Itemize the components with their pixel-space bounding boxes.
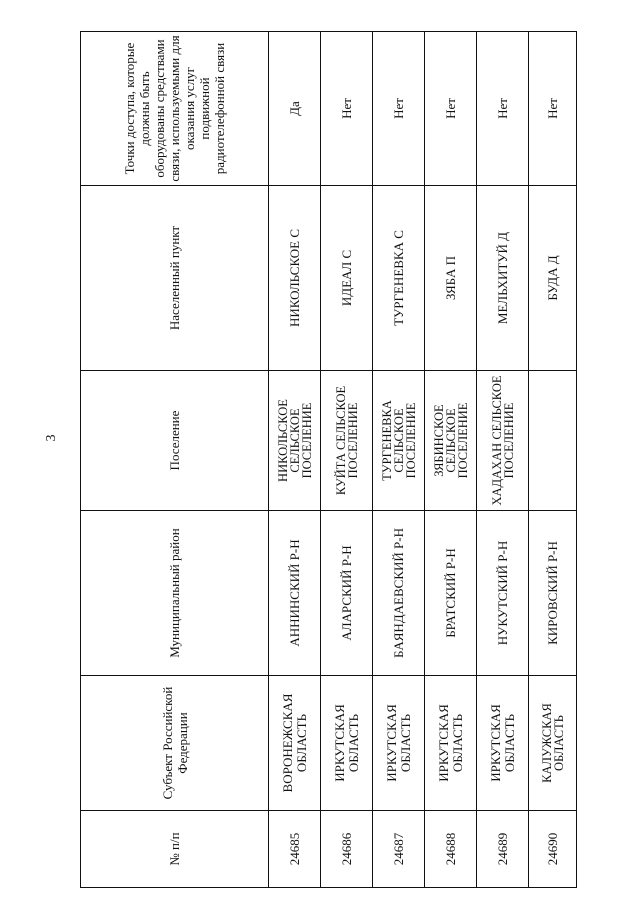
table-row [477,32,529,888]
cell-subject: КАЛУЖСКАЯ ОБЛАСТЬ [529,676,577,811]
header-locality: Населенный пункт [81,186,269,371]
cell-settlement [529,371,577,511]
cell-access-point: Да [269,32,321,186]
cell-subject: ИРКУТСКАЯ ОБЛАСТЬ [321,676,373,811]
table-row [425,32,477,888]
cell-subject: ИРКУТСКАЯ ОБЛАСТЬ [373,676,425,811]
header-num: № п/п [81,811,269,888]
cell-num: 24690 [529,811,577,888]
cell-locality: БУДА Д [529,186,577,371]
settlements-table [80,31,577,888]
cell-access-point: Нет [373,32,425,186]
table-row [529,32,577,888]
cell-municipality: КИРОВСКИЙ Р-Н [529,511,577,676]
cell-num: 24687 [373,811,425,888]
cell-subject: ВОРОНЕЖСКАЯ ОБЛАСТЬ [269,676,321,811]
cell-municipality: БРАТСКИЙ Р-Н [425,511,477,676]
cell-settlement: ТУРГЕНЕВКА СЕЛЬСКОЕ ПОСЕЛЕНИЕ [373,371,425,511]
header-subject: Субъект Российской Федерации [81,676,269,811]
cell-locality: НИКОЛЬСКОЕ С [269,186,321,371]
table-row [321,32,373,888]
cell-access-point: Нет [321,32,373,186]
cell-num: 24688 [425,811,477,888]
cell-municipality: НУКУТСКИЙ Р-Н [477,511,529,676]
cell-municipality: АЛАРСКИЙ Р-Н [321,511,373,676]
cell-access-point: Нет [529,32,577,186]
cell-num: 24686 [321,811,373,888]
table-row [373,32,425,888]
document-page-rotated [80,32,566,888]
cell-num: 24689 [477,811,529,888]
table-row [269,32,321,888]
cell-settlement: КУЙТА СЕЛЬСКОЕ ПОСЕЛЕНИЕ [321,371,373,511]
page-number: 3 [44,434,59,442]
cell-locality: ТУРГЕНЕВКА С [373,186,425,371]
table-header-row [81,32,269,888]
cell-access-point: Нет [425,32,477,186]
header-access-point: Точки доступа, которые должны быть оборудованы средствами связи, используемыми для оказания услуг подвижной радиотелефонной связи [81,32,269,186]
cell-municipality: АННИНСКИЙ Р-Н [269,511,321,676]
header-municipality: Муниципальный район [81,511,269,676]
cell-locality: ИДЕАЛ С [321,186,373,371]
cell-subject: ИРКУТСКАЯ ОБЛАСТЬ [425,676,477,811]
cell-subject: ИРКУТСКАЯ ОБЛАСТЬ [477,676,529,811]
cell-settlement: ЗЯБИНСКОЕ СЕЛЬСКОЕ ПОСЕЛЕНИЕ [425,371,477,511]
cell-settlement: НИКОЛЬСКОЕ СЕЛЬСКОЕ ПОСЕЛЕНИЕ [269,371,321,511]
cell-municipality: БАЯНДАЕВСКИЙ Р-Н [373,511,425,676]
cell-settlement: ХАДАХАН СЕЛЬСКОЕ ПОСЕЛЕНИЕ [477,371,529,511]
cell-access-point: Нет [477,32,529,186]
cell-num: 24685 [269,811,321,888]
cell-locality: МЕЛЬХИТУЙ Д [477,186,529,371]
cell-locality: ЗЯБА П [425,186,477,371]
header-settlement: Поселение [81,371,269,511]
